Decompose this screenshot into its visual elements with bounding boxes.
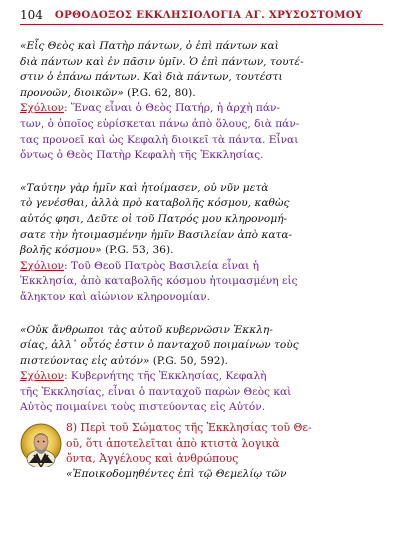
scholion-line: ὄντως ὁ Θεὸς Πατὴρ Κεφαλὴ τῆς Ἐκκλησίας. [20, 149, 264, 162]
scholion-line: τας προνοεῖ καὶ ὡς Κεφαλὴ διοικεῖ τὰ πάντα. Εἶναι [20, 133, 299, 146]
quote-line: στιν ὁ ἐπάνω πάντων. Καὶ διὰ πάντων, τουτέστι [20, 71, 283, 84]
quote-paragraph-2 [20, 181, 383, 259]
section-title-line: οῦ, ὅτι ἀποτελεῖται ἀπὸ κτιστὰ λογικὰ [66, 436, 280, 450]
quote-line: «Ἐποικοδομηθέντες ἐπὶ τῷ Θεμελίῳ τῶν [66, 467, 287, 480]
section-8 [20, 420, 383, 482]
patrologia-reference: (P.G. 53, 36). [104, 244, 174, 257]
scholion-label: Σχόλιον [20, 259, 64, 272]
saint-portrait-icon [20, 423, 62, 467]
scholion-line: τῆς Ἐκκλησίας, εἶναι ὁ πανταχοῦ παρὼν Θεὸς καὶ [20, 385, 292, 398]
quote-line: προνοῶν, διοικῶν» [20, 86, 124, 99]
quote-paragraph-4 [66, 467, 383, 483]
quote-line: σατε τὴν ἡτοιμασμένην ἡμῖν Βασιλείαν ἀπὸ κατα- [20, 228, 293, 241]
page-number: 104 [20, 8, 43, 22]
section-number: 8) [66, 421, 78, 435]
scholion-line: των, ὁ ὁποῖος εὑρίσκεται πάνω ἀπὸ ὅλους, διὰ πάν- [20, 117, 300, 130]
quote-line: «Οὐκ ἄνθρωποι τὰς αὐτοῦ κυβερνῶσιν Ἐκκλη- [20, 323, 273, 336]
page-header [20, 4, 383, 25]
scholion-line: Ἐκκλησία, ἀπὸ καταβολῆς κόσμου ἡτοιμασμένη εἰς [20, 275, 298, 288]
scholion-line: Αὐτὸς ποιμαίνει τοὺς πιστεύοντας εἰς Αὐτόν. [20, 401, 266, 414]
scholion-line: ἄληκτον καὶ αἰώνιον κληρονομίαν. [20, 290, 211, 303]
quote-line: «Εἷς Θεὸς καὶ Πατὴρ πάντων, ὁ ἐπὶ πάντων καὶ [20, 40, 279, 52]
running-title: ΟΡΘΟΔΟΞΟΣ ΕΚΚΛΗΣΙΟΛΟΓΙΑ ΑΓ. ΧΡΥΣΟΣΤΟΜΟΥ [54, 9, 363, 21]
scholion-line: : Κυβερνήτης τῆς Ἐκκλησίας, Κεφαλὴ [63, 370, 267, 383]
section-title-line: ὄντα, Ἀγγέλους καὶ ἀνθρώπους [66, 452, 239, 466]
section-title-line: Περὶ τοῦ Σώματος τῆς Ἐκκλησίας τοῦ Θε- [77, 421, 312, 435]
quote-line: διὰ πάντων καὶ ἐν πᾶσιν ὑμῖν. Ὁ ἐπὶ πάντων, τουτέ- [20, 55, 304, 68]
patrologia-reference: (P.G. 62, 80). [127, 86, 196, 99]
scholion-label: Σχόλιον [20, 102, 64, 115]
quote-line: σίας, ἀλλ᾿ οὗτός ἐστιν ὁ πανταχοῦ ποιμαίνων τοὺς [20, 339, 299, 352]
scholion-label: Σχόλιον [20, 370, 64, 383]
scholion-paragraph-3 [20, 369, 383, 416]
page-content [20, 39, 383, 482]
quote-paragraph-3 [20, 323, 383, 370]
section-8-heading [66, 420, 383, 467]
patrologia-reference: (P.G. 50, 592). [152, 354, 228, 367]
quote-line: «Ταύτην γὰρ ἡμῖν καὶ ἡτοίμασεν, οὐ νῦν μετὰ [20, 181, 269, 194]
quote-line: βολῆς κόσμου» [20, 244, 102, 257]
scholion-line: : Τοῦ Θεοῦ Πατρὸς Βασιλεία εἶναι ἡ [63, 259, 259, 272]
quote-line: πιστεύοντας εἰς αὐτόν» [20, 354, 150, 367]
scholion-line: : Ἕνας εἶναι ὁ Θεὸς Πατήρ, ἡ ἀρχὴ πάν- [63, 102, 281, 115]
quote-line: τὸ γενέσθαι, ἀλλὰ πρὸ καταβολῆς κόσμου, καθὼς [20, 197, 290, 210]
scholion-paragraph-2 [20, 259, 383, 306]
quote-paragraph-1 [20, 39, 383, 101]
quote-line: αὐτός φησι, Δεῦτε οἱ τοῦ Πατρός μου κληρονομή- [20, 212, 288, 225]
book-page [0, 4, 405, 551]
scholion-paragraph-1 [20, 101, 383, 163]
